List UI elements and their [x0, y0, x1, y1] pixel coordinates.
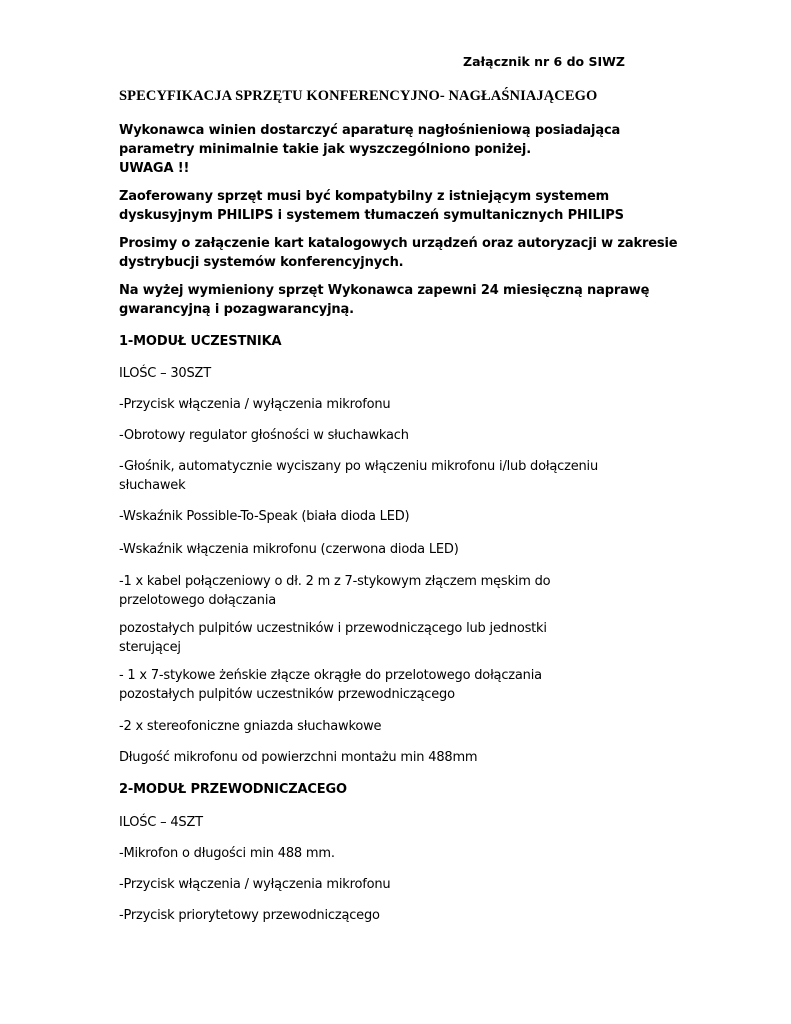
intro-line: Wykonawca winien dostarczyć aparaturę nagłośnieniową posiadająca — [119, 123, 621, 138]
warranty-line: Na wyżej wymieniony sprzęt Wykonawca zapewni 24 miesięczną naprawę — [119, 283, 650, 298]
catalog-line: dystrybucji systemów konferencyjnych. — [119, 255, 404, 270]
annex-label: Załącznik nr 6 do SIWZ — [463, 54, 625, 69]
list-item-line: przelotowego dołączania — [119, 593, 277, 608]
module2-heading: 2-MODUŁ PRZEWODNICZACEGO — [119, 782, 347, 797]
list-item-line: pozostałych pulpitów uczestników i przewodniczącego lub jednostki — [119, 621, 547, 636]
list-item: -Przycisk włączenia / wyłączenia mikrofonu — [119, 397, 391, 412]
list-item: -2 x stereofoniczne gniazda słuchawkowe — [119, 719, 382, 734]
list-item-line: -1 x kabel połączeniowy o dł. 2 m z 7-stykowym złączem męskim do — [119, 574, 551, 589]
compatibility-paragraph — [119, 187, 659, 225]
warranty-line: gwarancyjną i pozagwarancyjną. — [119, 302, 354, 317]
list-item-line: słuchawek — [119, 478, 186, 493]
warning-label: UWAGA !! — [119, 161, 190, 176]
module2-quantity: ILOŚC – 4SZT — [119, 815, 203, 830]
catalog-line: Prosimy o załączenie kart katalogowych urządzeń oraz autoryzacji w zakresie — [119, 236, 678, 251]
list-item: -Przycisk priorytetowy przewodniczącego — [119, 908, 380, 923]
list-item-line: - 1 x 7-stykowe żeńskie złącze okrągłe do przelotowego dołączania — [119, 668, 542, 683]
intro-line: parametry minimalnie takie jak wyszczególniono poniżej. — [119, 142, 532, 157]
list-item — [119, 619, 659, 657]
document-title: SPECYFIKACJA SPRZĘTU KONFERENCYJNO- NAGŁAŚNIAJĄCEGO — [119, 88, 598, 104]
list-item-line: pozostałych pulpitów uczestników przewodniczącego — [119, 687, 455, 702]
list-item: Długość mikrofonu od powierzchni montażu min 488mm — [119, 750, 478, 765]
compatibility-line: Zaoferowany sprzęt musi być kompatybilny z istniejącym systemem — [119, 189, 610, 204]
list-item: -Wskaźnik Possible-To-Speak (biała dioda LED) — [119, 509, 410, 524]
module1-heading: 1-MODUŁ UCZESTNIKA — [119, 334, 282, 349]
list-item — [119, 457, 659, 495]
compatibility-line: dyskusyjnym PHILIPS i systemem tłumaczeń symultanicznych PHILIPS — [119, 208, 624, 223]
catalog-paragraph — [119, 234, 678, 272]
list-item — [119, 572, 659, 610]
warranty-paragraph — [119, 281, 659, 319]
list-item: -Mikrofon o długości min 488 mm. — [119, 846, 335, 861]
module1-quantity: ILOŚC – 30SZT — [119, 366, 211, 381]
intro-paragraph — [119, 121, 659, 178]
list-item: -Obrotowy regulator głośności w słuchawkach — [119, 428, 409, 443]
list-item: -Wskaźnik włączenia mikrofonu (czerwona dioda LED) — [119, 542, 459, 557]
list-item: -Przycisk włączenia / wyłączenia mikrofonu — [119, 877, 391, 892]
list-item — [119, 666, 659, 704]
list-item-line: sterującej — [119, 640, 181, 655]
list-item-line: -Głośnik, automatycznie wyciszany po włączeniu mikrofonu i/lub dołączeniu — [119, 459, 598, 474]
document-body — [119, 121, 678, 925]
